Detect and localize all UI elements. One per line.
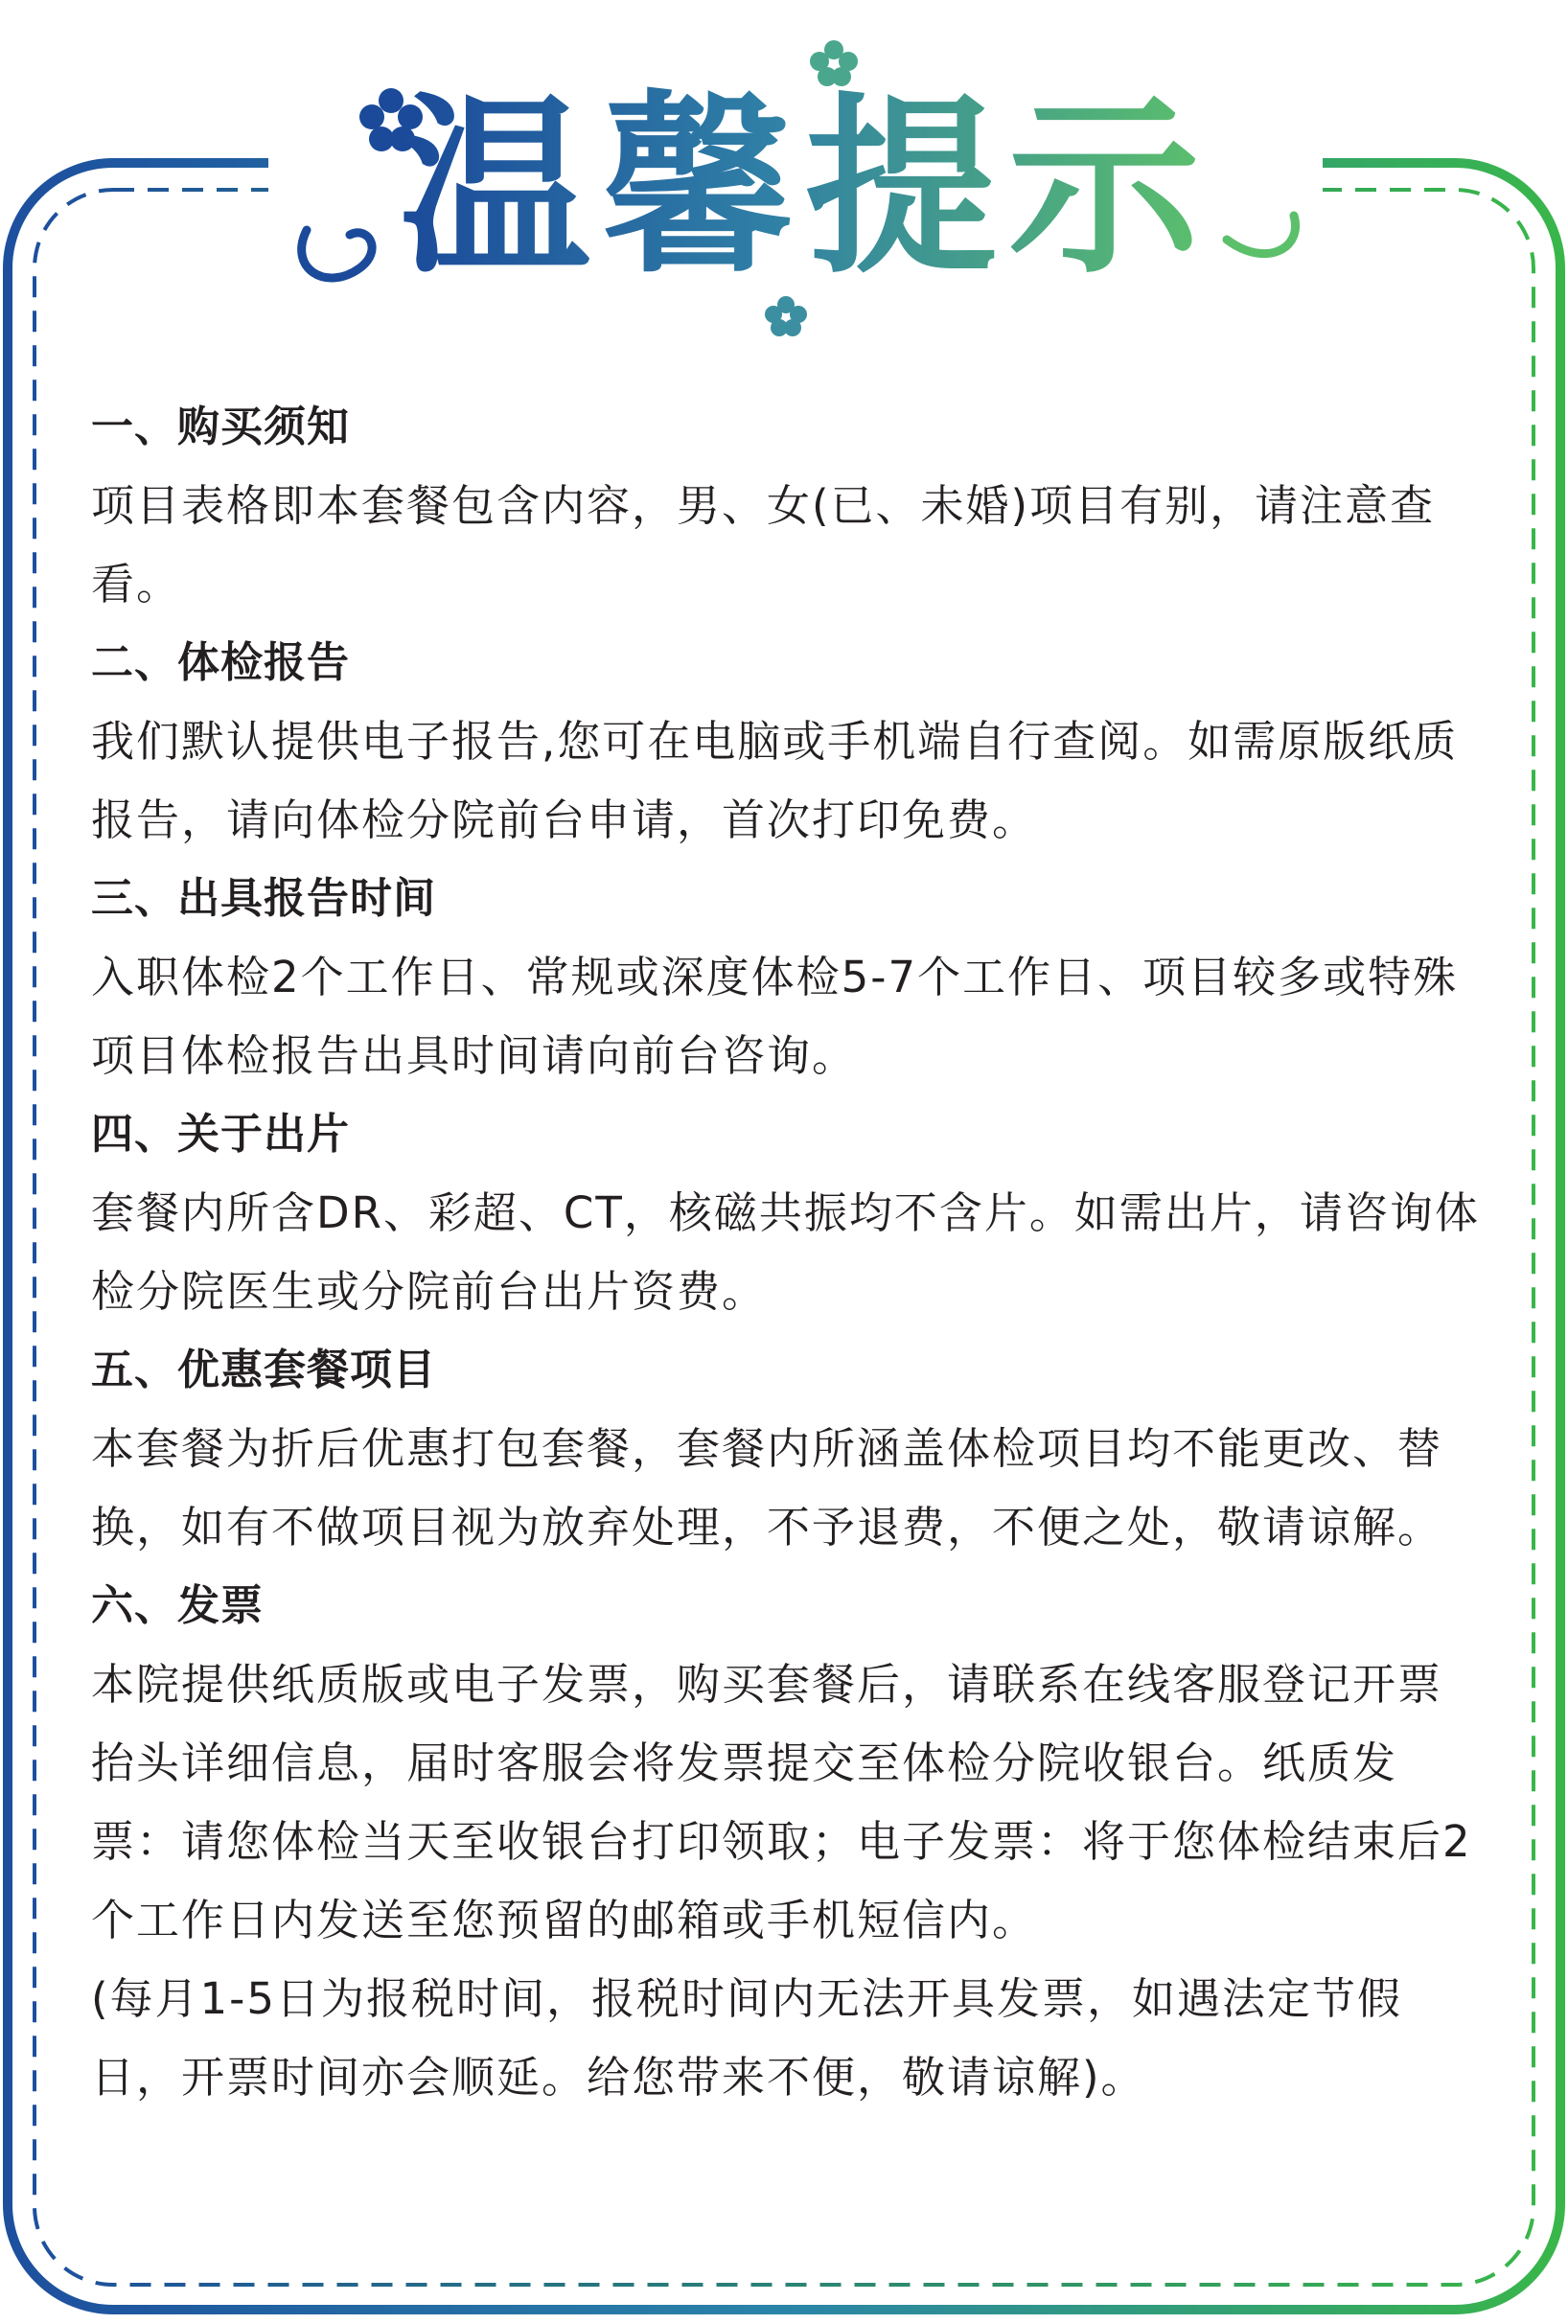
paragraph: (每月1-5日为报税时间，报税时间内无法开具发票，如遇法定节假日，开票时间亦会顺延。给您带来不便，敬请谅解)。	[91, 1973, 1403, 2103]
section-heading: 一、购买须知	[91, 403, 350, 451]
paragraph: 项目表格即本套餐包含内容，男、女(已、未婚)项目有别，请注意查看。	[91, 480, 1436, 610]
title-banner	[268, 29, 1323, 345]
section-body	[91, 702, 1481, 860]
section-report-time	[91, 860, 1481, 1095]
section-body	[91, 467, 1481, 624]
paragraph: 入职体检2个工作日、常规或深度体检5-7个工作日、项目较多或特殊项目体检报告出具时间请向前台咨询。	[91, 952, 1459, 1081]
flower-icon	[765, 296, 807, 336]
section-heading: 二、体检报告	[91, 638, 350, 687]
paragraph: 我们默认提供电子报告,您可在电脑或手机端自行查阅。如需原版纸质报告，请向体检分院前台申请，首次打印免费。	[91, 716, 1459, 845]
section-heading: 四、关于出片	[91, 1110, 350, 1159]
section-body	[91, 1174, 1481, 1331]
swirl-ornament	[1227, 216, 1296, 254]
section-discount-package	[91, 1331, 1481, 1567]
section-heading: 六、发票	[91, 1581, 264, 1630]
section-report	[91, 624, 1481, 860]
swirl-ornament	[302, 230, 372, 278]
section-films	[91, 1095, 1481, 1331]
title-text: 温馨提示	[398, 77, 1212, 300]
paragraph: 本院提供纸质版或电子发票，购买套餐后，请联系在线客服登记开票抬头详细信息，届时客服会将发票提交至体检分院收银台。纸质发票：请您体检当天至收银台打印领取；电子发票：将于您体检结束后2个工作日内发送至您预留的邮箱或手机短信内。	[91, 1659, 1472, 1945]
section-heading: 三、出具报告时间	[91, 874, 436, 923]
notice-content	[91, 388, 1481, 2117]
section-heading: 五、优惠套餐项目	[91, 1346, 436, 1394]
section-body	[91, 1410, 1481, 1567]
paragraph: 套餐内所含DR、彩超、CT，核磁共振均不含片。如需出片，请咨询体检分院医生或分院前台出片资费。	[91, 1187, 1480, 1317]
section-purchase	[91, 388, 1481, 624]
section-invoice	[91, 1567, 1481, 2117]
section-body	[91, 938, 1481, 1095]
section-body	[91, 1645, 1481, 2117]
paragraph: 本套餐为折后优惠打包套餐，套餐内所涵盖体检项目均不能更改、替换，如有不做项目视为放弃处理，不予退费，不便之处，敬请谅解。	[91, 1423, 1443, 1553]
